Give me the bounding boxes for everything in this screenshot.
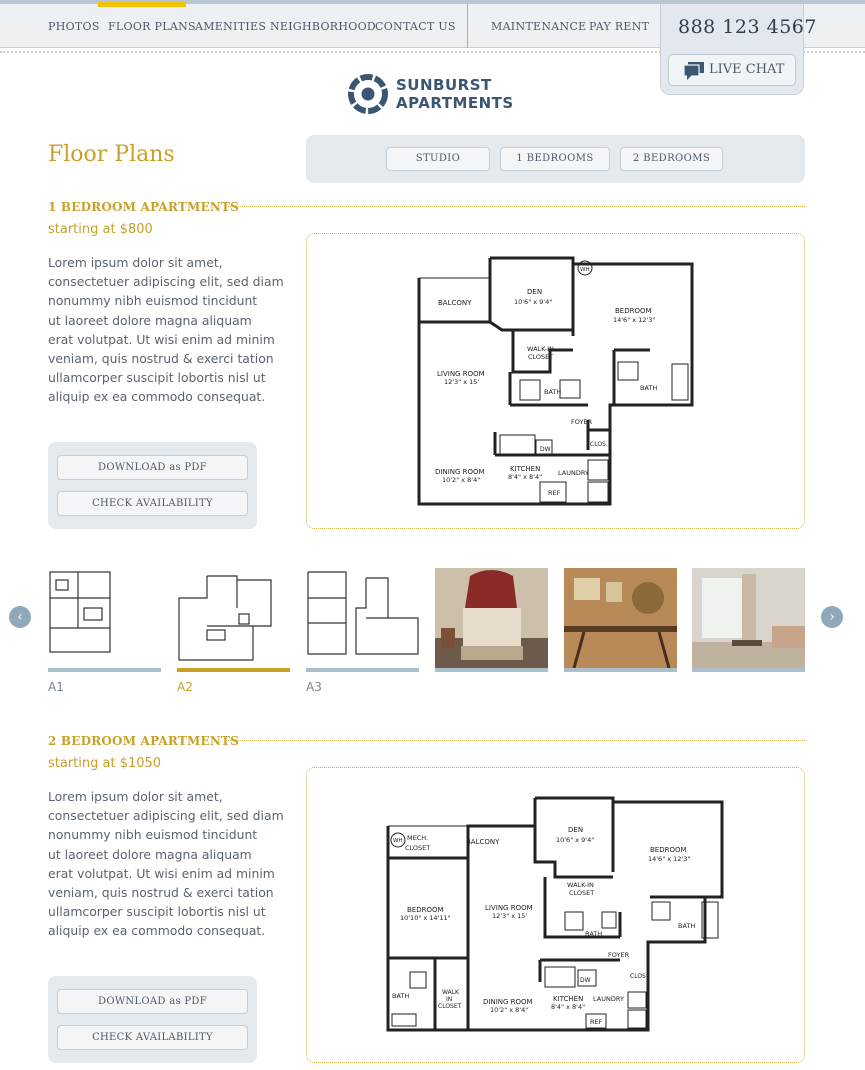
active-nav-indicator	[98, 2, 186, 7]
description-line: erat volutpat. Ut wisi enim ad minim	[48, 331, 275, 347]
appliance-label-ref: REF	[548, 489, 561, 497]
appliance-label-wh: WH	[580, 267, 590, 273]
thumbnail-bar	[435, 668, 548, 672]
room-label-walkin: WALK-IN	[567, 881, 594, 889]
description-line: nonummy nibh euismod tincidunt	[48, 827, 258, 843]
section-divider	[228, 740, 805, 741]
room-size-dining: 10'2" x 8'4"	[442, 476, 481, 484]
room-label-foyer: FOYER	[608, 951, 630, 959]
description-line: Lorem ipsum dolor sit amet,	[48, 789, 223, 804]
description-line: nonummy nibh euismod tincidunt	[48, 293, 258, 309]
description-line: consectetuer adipiscing elit, sed diam	[48, 274, 284, 290]
room-label-kitchen: KITCHEN	[553, 995, 584, 1003]
room-label-laundry: LAUNDRY	[558, 469, 589, 477]
room-label-living: LIVING ROOM	[485, 904, 533, 912]
plan-label-a3[interactable]: A3	[306, 680, 322, 694]
room-size-bedroom: 14'6" x 12'3"	[613, 316, 656, 324]
room-label-dining: DINING ROOM	[435, 468, 485, 476]
room-size-den: 10'6" x 9'4"	[556, 836, 595, 844]
nav-floor-plans[interactable]: FLOOR PLANS	[108, 20, 196, 33]
room-label-kitchen: KITCHEN	[510, 465, 541, 473]
plan-thumbnail-a2[interactable]	[177, 568, 290, 668]
description-line: veniam, quis nostrud & exerci tation	[48, 885, 274, 901]
nav-maintenance[interactable]: MAINTENANCE	[491, 20, 587, 33]
room-label-foyer: FOYER	[571, 418, 593, 426]
room-label-living: LIVING ROOM	[437, 370, 485, 378]
nav-pay-rent[interactable]: PAY RENT	[589, 20, 650, 33]
room-label-bath-2: BATH	[678, 922, 696, 930]
description-2-bedroom	[48, 787, 298, 941]
room-size-den: 10'6" x 9'4"	[514, 298, 553, 306]
plan-thumbnail-a1[interactable]	[48, 568, 161, 668]
room-label-walkin: WALK-IN	[527, 345, 554, 353]
nav-photos[interactable]: PHOTOS	[48, 20, 100, 33]
room-label-walk: WALK	[442, 989, 459, 996]
room-size-bedroom-2: 10'10" x 14'11"	[400, 914, 451, 922]
room-label-closet: CLOSET	[405, 844, 431, 852]
check-availability-button[interactable]: CHECK AVAILABILITY	[57, 1025, 248, 1050]
gallery-next-button[interactable]	[821, 606, 843, 628]
room-label-dining: DINING ROOM	[483, 998, 533, 1006]
tab-2-bedrooms[interactable]: 2 BEDROOMS	[620, 147, 723, 171]
live-chat-label: LIVE CHAT	[709, 62, 785, 77]
room-label-bath-2: BATH	[640, 384, 658, 392]
appliance-label-ref: REF	[590, 1018, 603, 1026]
room-label-in: IN	[446, 996, 453, 1003]
section-heading-2-bedroom: 2 BEDROOM APARTMENTS	[48, 734, 240, 748]
nav-amenities[interactable]: AMENITIES	[195, 20, 267, 33]
page-title: Floor Plans	[48, 142, 175, 167]
photo-living-room[interactable]	[692, 568, 805, 668]
download-pdf-button[interactable]: DOWNLOAD as PDF	[57, 989, 248, 1014]
appliance-label-dw: DW	[540, 446, 551, 453]
section-heading-1-bedroom: 1 BEDROOM APARTMENTS	[48, 200, 240, 214]
download-pdf-button[interactable]: DOWNLOAD as PDF	[57, 455, 248, 480]
room-size-kitchen: 8'4" x 8'4"	[508, 473, 543, 481]
phone-number[interactable]: 888 123 4567	[678, 16, 817, 38]
description-line: ut laoreet dolore magna aliquam	[48, 312, 252, 328]
photo-desk[interactable]	[564, 568, 677, 668]
thumbnail-bar	[306, 668, 419, 672]
floor-plan-2-bedroom[interactable]	[380, 792, 730, 1042]
room-label-closet-3: CLOSET	[438, 1003, 462, 1010]
room-label-balcony: BALCONY	[438, 299, 472, 307]
price-2-bedroom: starting at $1050	[48, 756, 162, 771]
description-line: aliquip ex ea commodo consequat.	[48, 923, 266, 939]
description-line: Lorem ipsum dolor sit amet,	[48, 255, 223, 270]
plan-thumbnail-a3[interactable]	[306, 568, 419, 668]
appliance-label-wh: WH	[393, 838, 403, 844]
tab-1-bedrooms[interactable]: 1 BEDROOMS	[500, 147, 610, 171]
description-line: ut laoreet dolore magna aliquam	[48, 846, 252, 862]
room-label-clos: CLOS.	[630, 973, 648, 980]
room-size-bedroom: 14'6" x 12'3"	[648, 855, 691, 863]
room-label-laundry: LAUNDRY	[593, 995, 624, 1003]
check-availability-button[interactable]: CHECK AVAILABILITY	[57, 491, 248, 516]
room-label-balcony: BALCONY	[466, 838, 500, 846]
room-size-living: 12'3" x 15'	[492, 912, 528, 920]
description-line: consectetuer adipiscing elit, sed diam	[48, 808, 284, 824]
room-label-den: DEN	[527, 288, 543, 296]
description-line: aliquip ex ea commodo consequat.	[48, 389, 266, 405]
brand-line-2: APARTMENTS	[396, 94, 514, 112]
room-label-den: DEN	[568, 826, 584, 834]
thumbnail-bar-active	[177, 668, 290, 672]
description-1-bedroom	[48, 253, 298, 407]
thumbnail-bar	[564, 668, 677, 672]
description-line: erat volutpat. Ut wisi enim ad minim	[48, 865, 275, 881]
description-line: ullamcorper suscipit lobortis nisl ut	[48, 370, 266, 386]
room-label-clos: CLOS.	[590, 441, 608, 448]
gallery-prev-button[interactable]	[9, 606, 31, 628]
chevron-left-icon: ‹	[17, 609, 23, 625]
appliance-label-dw: DW	[580, 977, 591, 984]
description-line: ullamcorper suscipit lobortis nisl ut	[48, 904, 266, 920]
chat-bubble-icon	[684, 62, 704, 80]
room-label-mech: MECH.	[407, 834, 429, 842]
nav-neighborhood[interactable]: NEIGHBORHOOD	[270, 20, 377, 33]
price-1-bedroom: starting at $800	[48, 222, 153, 237]
chevron-right-icon: ›	[829, 609, 835, 625]
room-label-bedroom-2: BEDROOM	[407, 906, 444, 914]
room-size-kitchen: 8'4" x 8'4"	[551, 1003, 586, 1011]
thumbnail-bar	[692, 668, 805, 672]
room-label-closet-2: CLOSET	[569, 889, 595, 897]
tab-studio[interactable]: STUDIO	[386, 147, 490, 171]
plan-label-a1[interactable]: A1	[48, 680, 64, 694]
room-label-bath-3: BATH	[392, 992, 410, 1000]
nav-separator	[467, 4, 468, 48]
photo-bedroom[interactable]	[435, 568, 548, 668]
room-label-bath: BATH	[585, 930, 603, 938]
room-label-bath: BATH	[544, 388, 562, 396]
sunburst-logo-icon[interactable]	[348, 74, 388, 114]
room-label-closet: CLOSET	[528, 353, 554, 361]
description-line: veniam, quis nostrud & exerci tation	[48, 351, 274, 367]
nav-contact-us[interactable]: CONTACT US	[375, 20, 456, 33]
room-label-bedroom: BEDROOM	[650, 846, 687, 854]
brand-line-1: SUNBURST	[396, 76, 492, 94]
room-size-dining: 10'2" x 8'4"	[490, 1006, 529, 1014]
live-chat-button[interactable]	[668, 54, 796, 86]
room-size-living: 12'3" x 15'	[444, 378, 480, 386]
plan-label-a2[interactable]: A2	[177, 680, 193, 694]
floor-plan-1-bedroom[interactable]	[410, 250, 700, 510]
thumbnail-bar	[48, 668, 161, 672]
brand-name[interactable]	[396, 76, 514, 112]
room-label-bedroom: BEDROOM	[615, 307, 652, 315]
section-divider	[228, 206, 805, 207]
